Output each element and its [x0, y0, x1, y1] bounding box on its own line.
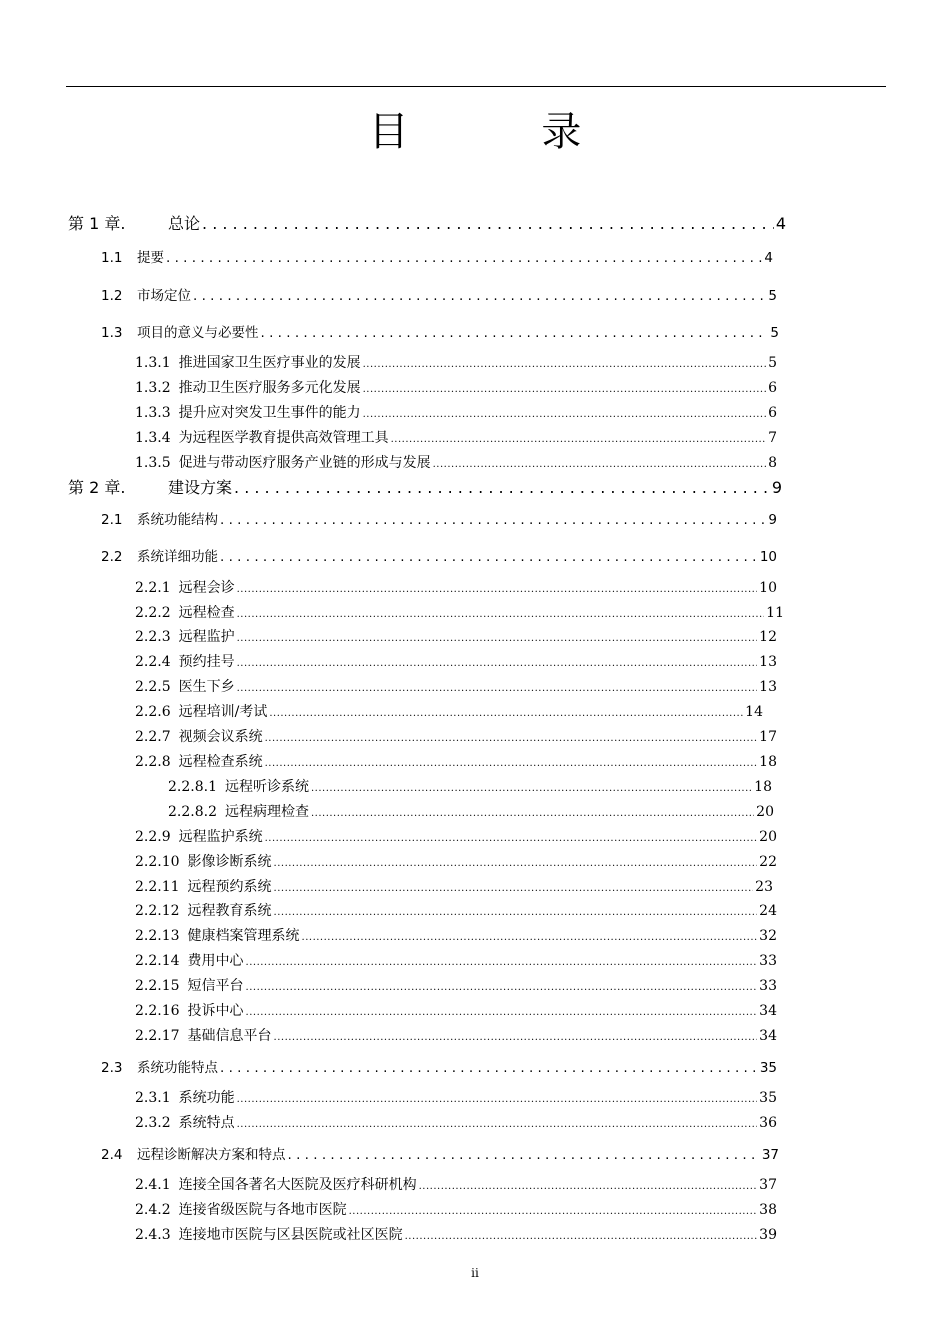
toc-entry-number: 2.2.8.2: [168, 804, 217, 820]
toc-entry-title: 远程检查: [178, 605, 235, 621]
toc-entry-page: 9: [768, 512, 777, 528]
toc-entry-page: 5: [768, 355, 777, 371]
toc-entry-section[interactable]: [101, 1056, 777, 1076]
toc-entry-number: 1.3.1: [135, 355, 171, 371]
toc-entry-subsection[interactable]: [135, 1025, 777, 1045]
toc-entry-number: 2.2.3: [135, 629, 171, 645]
toc-dot-leader: [363, 405, 766, 421]
toc-entry-page: 23: [755, 879, 773, 895]
toc-entry-number: 2.4.2: [135, 1202, 171, 1218]
toc-entry-title: 影像诊断系统: [187, 854, 272, 870]
toc-entry-page: 7: [768, 430, 777, 446]
toc-dot-leader: [311, 779, 752, 795]
toc-entry-page: 17: [759, 729, 777, 745]
toc-entry-title: 项目的意义与必要性: [137, 325, 259, 341]
toc-entry-title: 系统特点: [178, 1115, 235, 1131]
toc-entry-number: 1.3: [101, 325, 123, 341]
toc-entry-number: 1.1: [101, 250, 123, 266]
toc-entry-page: 13: [759, 679, 777, 695]
toc-entry-section[interactable]: [101, 545, 777, 565]
toc-entry-subsection[interactable]: [135, 851, 777, 871]
page-number: ii: [471, 1266, 479, 1280]
toc-entry-number: 2.4.1: [135, 1177, 171, 1193]
toc-entry-title: 健康档案管理系统: [187, 928, 300, 944]
toc-dot-leader: [265, 754, 758, 770]
toc-entry-number: 2.2.4: [135, 654, 171, 670]
toc-entry-title: 短信平台: [187, 978, 244, 994]
toc-entry-subsection[interactable]: [135, 427, 777, 447]
toc-entry-number: 1.3.5: [135, 455, 171, 471]
toc-entry-title: 费用中心: [187, 953, 244, 969]
toc-entry-subsection[interactable]: [135, 402, 777, 422]
toc-entry-page: 10: [759, 549, 777, 565]
toc-entry-subsection[interactable]: [135, 925, 777, 945]
toc-dot-leader: [311, 804, 754, 820]
toc-entry-number: 2.2.9: [135, 829, 171, 845]
toc-entry-section[interactable]: [101, 1143, 779, 1163]
toc-entry-number: 2.1: [101, 512, 123, 528]
toc-dot-leader: [274, 903, 758, 919]
toc-entry-title: 预约挂号: [178, 654, 235, 670]
toc-entry-page: 4: [775, 214, 786, 233]
toc-entry-subsection[interactable]: [135, 950, 777, 970]
toc-entry-page: 5: [768, 288, 777, 304]
toc-dot-leader: [237, 1115, 758, 1131]
toc-entry-number: 1.3.4: [135, 430, 171, 446]
toc-entry-title: 远程教育系统: [187, 903, 272, 919]
toc-entry-number: 2.2.15: [135, 978, 180, 994]
toc-dot-leader: [269, 704, 743, 720]
toc-entry-number: 2.3.2: [135, 1115, 171, 1131]
toc-dot-leader: [433, 455, 766, 471]
toc-dot-leader: [237, 629, 758, 645]
toc-entry-page: 34: [759, 1028, 777, 1044]
toc-entry-title: 远程检查系统: [178, 754, 263, 770]
toc-entry-subsection[interactable]: [135, 876, 773, 896]
toc-entry-subsection[interactable]: [135, 1087, 777, 1107]
toc-entry-number: 1.2: [101, 288, 123, 304]
toc-entry-title: 促进与带动医疗服务产业链的形成与发展: [178, 455, 431, 471]
toc-entry-title: 连接全国各著名大医院及医疗科研机构: [178, 1177, 417, 1193]
toc-dot-leader: [237, 654, 758, 670]
toc-entry-number: 2.2.6: [135, 704, 171, 720]
toc-entry-title: 基础信息平台: [187, 1028, 272, 1044]
toc-entry-title: 提要: [137, 250, 164, 266]
toc-entry-subsection[interactable]: [135, 826, 777, 846]
toc-dot-leader: [265, 729, 758, 745]
toc-dot-leader: [363, 355, 766, 371]
toc-dot-leader: [274, 854, 758, 870]
toc-entry-number: 2.2.8.1: [168, 779, 217, 795]
toc-entry-page: 32: [759, 928, 777, 944]
toc-entry-subsection[interactable]: [135, 602, 784, 622]
toc-entry-number: 2.2.2: [135, 605, 171, 621]
toc-entry-page: 12: [759, 629, 777, 645]
toc-entry-page: 39: [759, 1227, 777, 1243]
toc-entry-subsection[interactable]: [135, 352, 777, 372]
toc-dot-leader: [237, 605, 765, 621]
toc-entry-title: 系统详细功能: [137, 549, 218, 565]
toc-entry-subsection[interactable]: [135, 577, 777, 597]
toc-entry-chapter[interactable]: [68, 211, 786, 234]
toc-entry-number: 2.2.8: [135, 754, 171, 770]
toc-dot-leader: [405, 1227, 758, 1243]
toc-entry-title: 远程听诊系统: [224, 779, 309, 795]
toc-entry-section[interactable]: [101, 321, 779, 341]
toc-entry-title: 远程培训/考试: [178, 704, 268, 720]
toc-dot-leader: [419, 1177, 758, 1193]
toc-entry-title: 推进国家卫生医疗事业的发展: [178, 355, 361, 371]
toc-entry-subsection[interactable]: [135, 726, 777, 746]
toc-entry-page: 35: [759, 1090, 777, 1106]
toc-entry-title: 系统功能: [178, 1090, 235, 1106]
toc-entry-number: 2.2.11: [135, 879, 180, 895]
toc-entry-page: 11: [766, 605, 784, 621]
toc-entry-number: 2.2.16: [135, 1003, 180, 1019]
toc-entry-section[interactable]: [101, 508, 777, 528]
toc-entry-page: 6: [768, 380, 777, 396]
toc-entry-page: 22: [759, 854, 777, 870]
toc-entry-subsection[interactable]: [135, 676, 777, 696]
toc-entry-number: 1.3.3: [135, 405, 171, 421]
toc-entry-title: 总论: [168, 214, 201, 233]
toc-entry-title: 视频会议系统: [178, 729, 263, 745]
toc-entry-page: 24: [759, 903, 777, 919]
toc-dot-leader: [261, 325, 769, 341]
toc-dot-leader: [234, 478, 770, 497]
toc-dot-leader: [274, 879, 754, 895]
toc-dot-leader: [220, 1060, 758, 1076]
toc-entry-subsection[interactable]: [135, 452, 777, 472]
toc-entry-title: 系统功能特点: [137, 1060, 218, 1076]
toc-entry-section[interactable]: [101, 284, 777, 304]
toc-entry-page: 9: [771, 478, 782, 497]
toc-dot-leader: [237, 1090, 758, 1106]
toc-dot-leader: [302, 928, 758, 944]
toc-entry-page: 35: [759, 1060, 777, 1076]
toc-entry-title: 市场定位: [137, 288, 191, 304]
toc-title: 目 录: [368, 109, 642, 155]
toc-entry-subsection[interactable]: [135, 1224, 777, 1244]
toc-entry-page: 5: [770, 325, 779, 341]
toc-entry-number: 2.2.13: [135, 928, 180, 944]
toc-entry-title: 远程会诊: [178, 580, 235, 596]
toc-entry-subsection[interactable]: [135, 1199, 777, 1219]
toc-entry-subsection[interactable]: [135, 900, 777, 920]
toc-entry-title: 医生下乡: [178, 679, 235, 695]
toc-entry-subsection[interactable]: [135, 651, 777, 671]
toc-entry-title: 连接地市医院与区县医院或社区医院: [178, 1227, 403, 1243]
toc-entry-title: 远程监护系统: [178, 829, 263, 845]
toc-entry-number: 2.4.3: [135, 1227, 171, 1243]
toc-entry-subsection[interactable]: [135, 1112, 777, 1132]
toc-entry-title: 投诉中心: [187, 1003, 244, 1019]
toc-entry-page: 34: [759, 1003, 777, 1019]
toc-entry-page: 18: [759, 754, 777, 770]
toc-dot-leader: [265, 829, 758, 845]
toc-entry-page: 10: [759, 580, 777, 596]
toc-entry-title: 建设方案: [168, 478, 233, 497]
toc-entry-title: 为远程医学教育提供高效管理工具: [178, 430, 389, 446]
toc-entry-subsection[interactable]: [135, 1174, 777, 1194]
toc-dot-leader: [391, 430, 766, 446]
toc-entry-title: 远程监护: [178, 629, 235, 645]
toc-entry-section[interactable]: [101, 246, 773, 266]
toc-entry-subsubsection[interactable]: [168, 801, 774, 821]
toc-dot-leader: [220, 549, 758, 565]
toc-entry-page: 36: [759, 1115, 777, 1131]
toc-dot-leader: [202, 214, 774, 233]
toc-entry-number: 2.2.1: [135, 580, 171, 596]
toc-entry-title: 远程病理检查: [224, 804, 309, 820]
toc-entry-number: 2.2.14: [135, 953, 180, 969]
toc-entry-number: 1.3.2: [135, 380, 171, 396]
toc-entry-page: 20: [759, 829, 777, 845]
toc-entry-title: 推动卫生医疗服务多元化发展: [178, 380, 361, 396]
toc-entry-number: 2.2.10: [135, 854, 180, 870]
toc-dot-leader: [246, 1003, 758, 1019]
toc-entry-page: 14: [745, 704, 763, 720]
toc-entry-number: 2.2.5: [135, 679, 171, 695]
toc-entry-number: 2.3.1: [135, 1090, 171, 1106]
toc-entry-title: 提升应对突发卫生事件的能力: [178, 405, 361, 421]
toc-entry-subsubsection[interactable]: [168, 776, 772, 796]
toc-entry-title: 连接省级医院与各地市医院: [178, 1202, 347, 1218]
toc-entry-subsection[interactable]: [135, 975, 777, 995]
toc-entry-page: 6: [768, 405, 777, 421]
toc-entry-number: 2.2.7: [135, 729, 171, 745]
toc-entry-title: 系统功能结构: [137, 512, 218, 528]
toc-entry-page: 33: [759, 953, 777, 969]
toc-entry-subsection[interactable]: [135, 751, 777, 771]
toc-entry-number: 第 2 章.: [68, 478, 126, 497]
toc-entry-number: 2.3: [101, 1060, 123, 1076]
toc-dot-leader: [237, 679, 758, 695]
toc-entry-subsection[interactable]: [135, 701, 763, 721]
toc-entry-number: 2.2.12: [135, 903, 180, 919]
toc-dot-leader: [274, 1028, 758, 1044]
toc-entry-page: 37: [759, 1177, 777, 1193]
toc-entry-page: 38: [759, 1202, 777, 1218]
toc-entry-page: 37: [761, 1147, 779, 1163]
toc-entry-page: 33: [759, 978, 777, 994]
toc-entry-page: 8: [768, 455, 777, 471]
toc-dot-leader: [193, 288, 766, 304]
toc-dot-leader: [349, 1202, 758, 1218]
toc-entry-subsection[interactable]: [135, 377, 777, 397]
toc-entry-number: 2.2: [101, 549, 123, 565]
toc-entry-subsection[interactable]: [135, 1000, 777, 1020]
toc-entry-page: 20: [756, 804, 774, 820]
toc-entry-page: 4: [764, 250, 773, 266]
toc-dot-leader: [246, 953, 758, 969]
toc-entry-number: 2.4: [101, 1147, 123, 1163]
toc-entry-page: 13: [759, 654, 777, 670]
toc-entry-title: 远程诊断解决方案和特点: [137, 1147, 286, 1163]
toc-dot-leader: [237, 580, 758, 596]
toc-dot-leader: [220, 512, 766, 528]
toc-entry-title: 远程预约系统: [187, 879, 272, 895]
toc-dot-leader: [288, 1147, 760, 1163]
toc-dot-leader: [246, 978, 758, 994]
toc-entry-page: 18: [754, 779, 772, 795]
toc-entry-number: 2.2.17: [135, 1028, 180, 1044]
toc-dot-leader: [166, 250, 762, 266]
toc-dot-leader: [363, 380, 766, 396]
toc-entry-chapter[interactable]: [68, 475, 782, 498]
toc-entry-number: 第 1 章.: [68, 214, 126, 233]
toc-entry-subsection[interactable]: [135, 626, 777, 646]
